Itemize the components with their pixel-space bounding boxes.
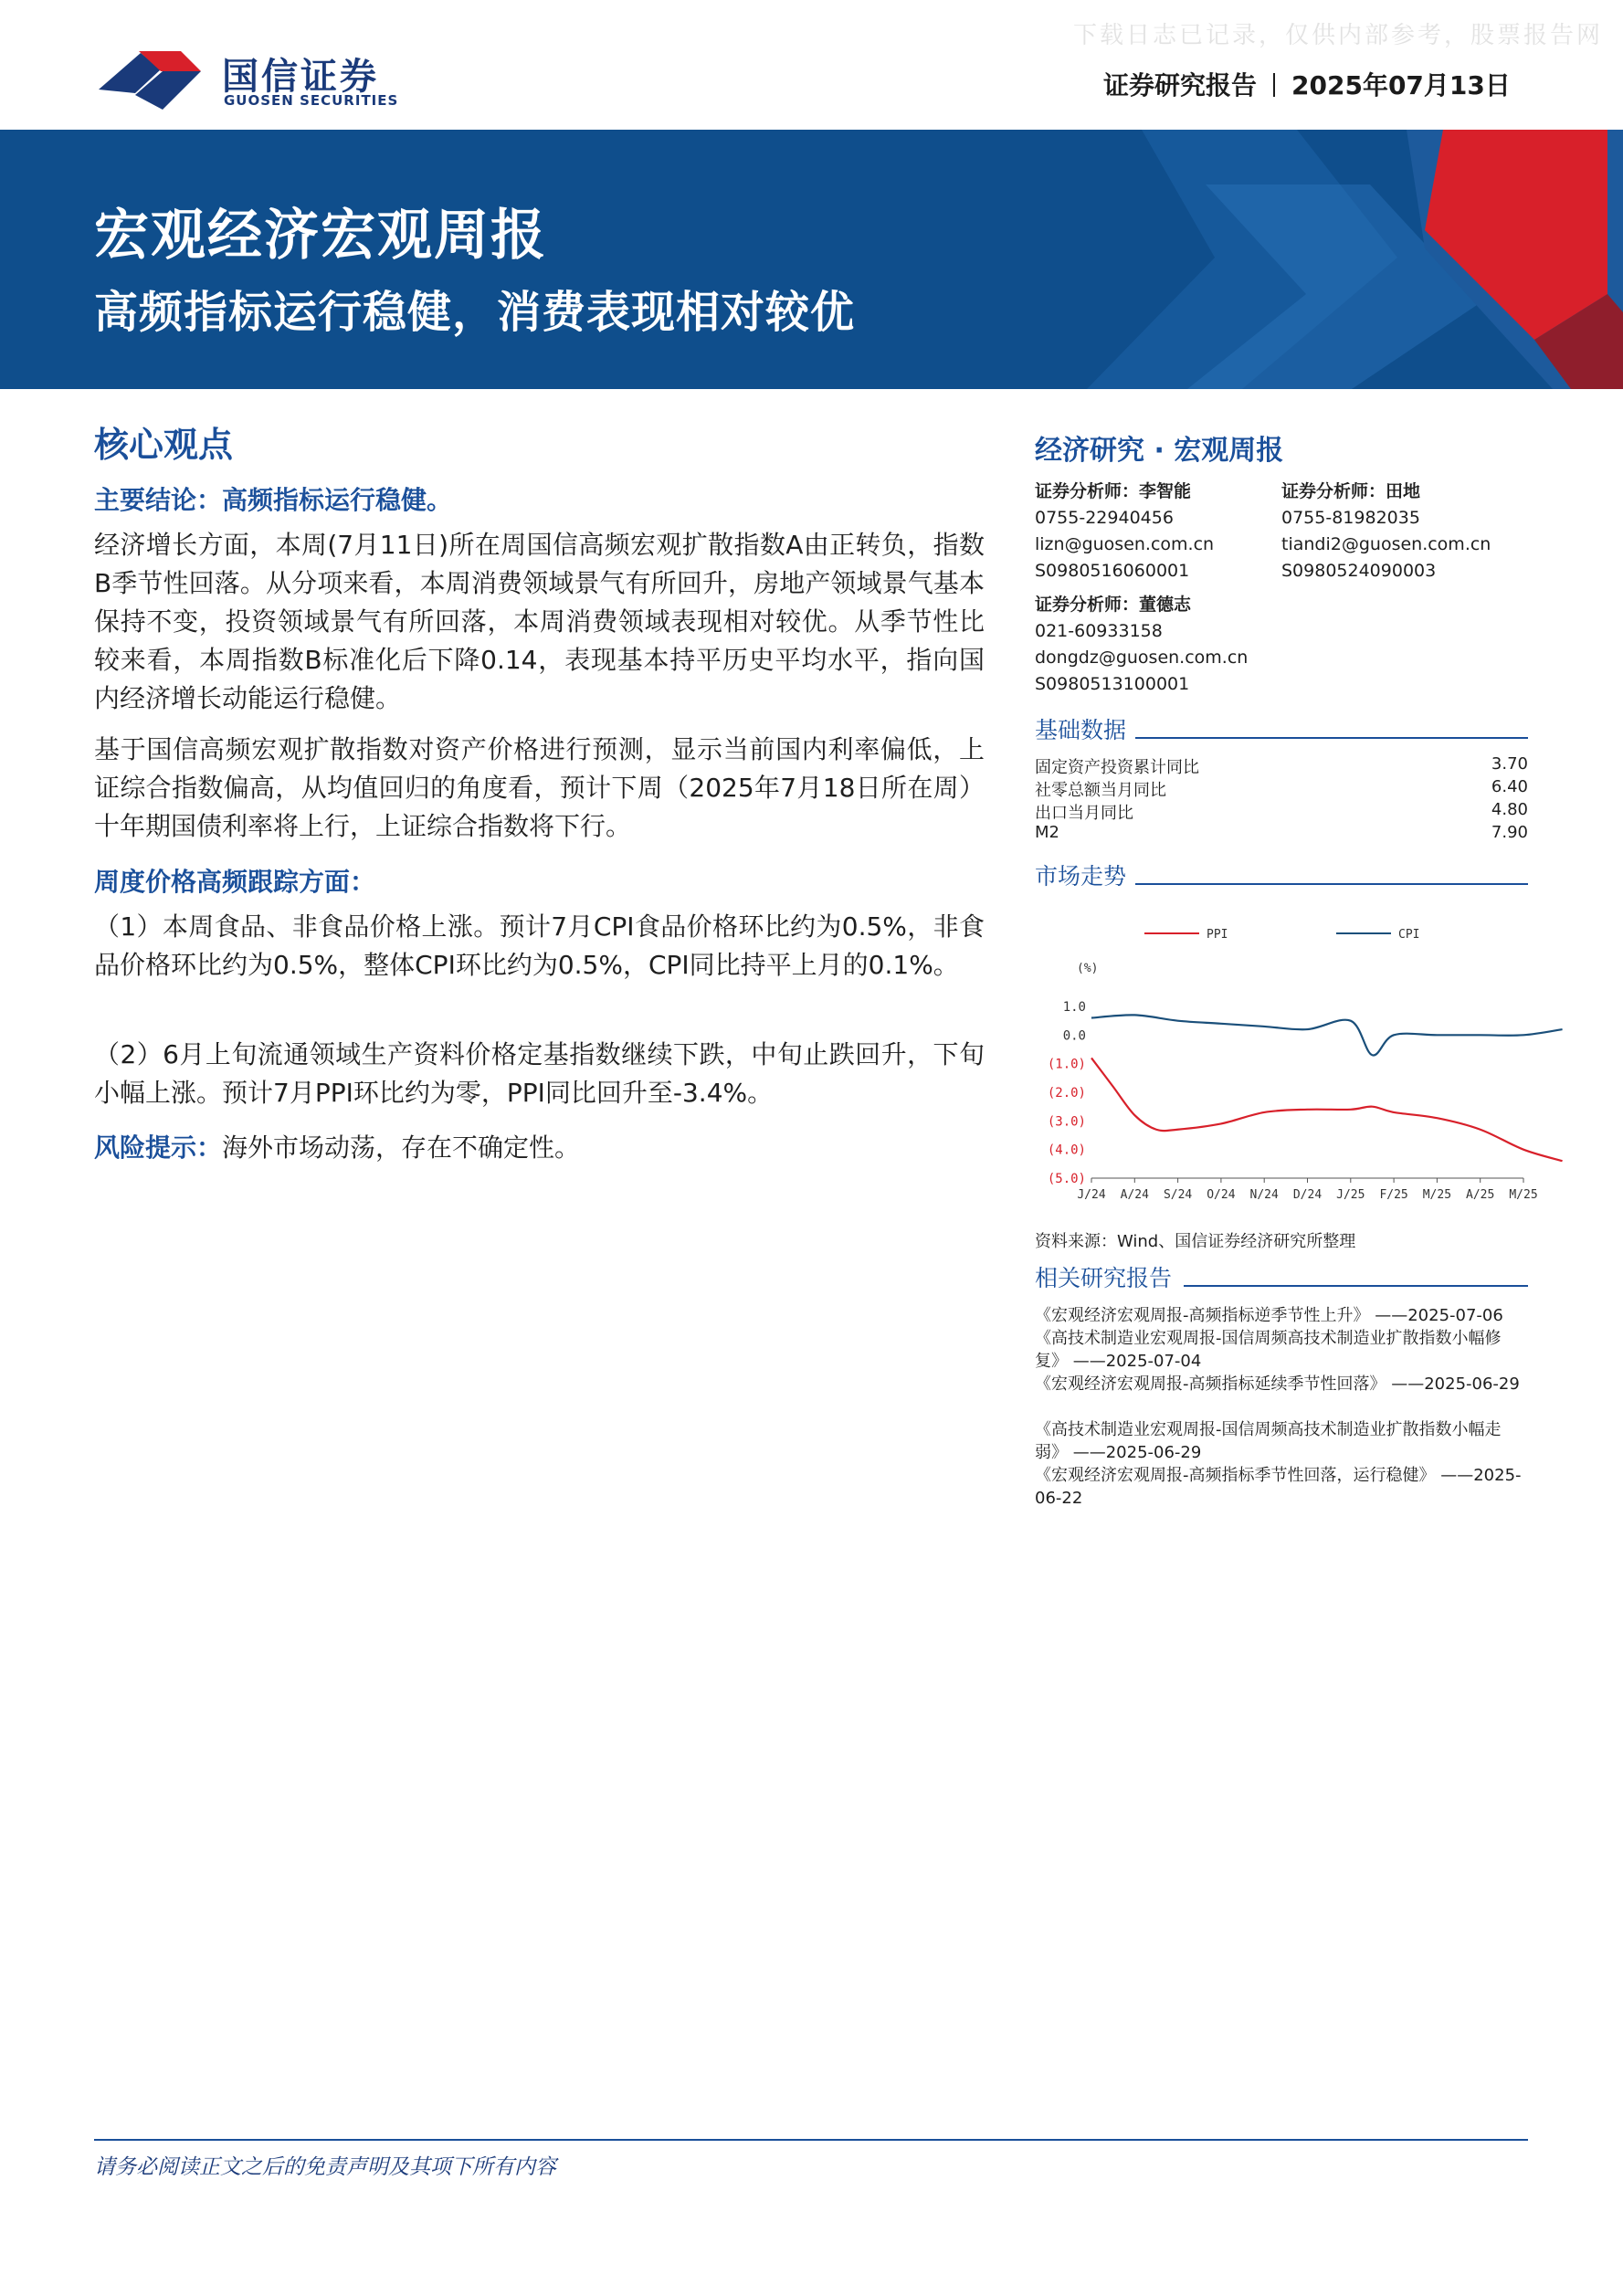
analyst-phone: 021-60933158 bbox=[1035, 621, 1163, 641]
data-label: 固定资产投资累计同比 bbox=[1035, 758, 1199, 777]
basic-data-row bbox=[1035, 823, 1528, 842]
main-conclusion: 主要结论：高频指标运行稳健。 bbox=[94, 485, 453, 515]
analyst-title: 证券分析师：田地 bbox=[1281, 481, 1421, 501]
y-tick-label: (2.0) bbox=[1047, 1086, 1086, 1101]
watermark: 下载日志已记录，仅供内部参考，股票报告网 bbox=[1073, 22, 1604, 49]
disclaimer-note: 请务必阅读正文之后的免责声明及其项下所有内容 bbox=[94, 2155, 556, 2179]
header-divider bbox=[1273, 73, 1275, 97]
y-tick-label: 0.0 bbox=[1062, 1028, 1086, 1044]
report-header bbox=[1103, 66, 1511, 102]
unit-label: (%) bbox=[1077, 962, 1099, 975]
data-value: 3.70 bbox=[1491, 754, 1528, 774]
related-reports-rule bbox=[1184, 1285, 1528, 1287]
series-line-ppi bbox=[1091, 1058, 1563, 1161]
asset-forecast-paragraph: 基于国信高频宏观扩散指数对资产价格进行预测，显示当前国内利率偏低，上证综合指数偏高，从均值回归的角度看，预计下周（2025年7月18日所在周）十年期国债利率将上行，上证综合指数将下行。 bbox=[94, 734, 985, 841]
legend-label: CPI bbox=[1398, 928, 1420, 942]
x-tick-label: D/24 bbox=[1292, 1188, 1323, 1202]
x-tick-label: M/25 bbox=[1509, 1188, 1538, 1202]
report-title: 宏观经济宏观周报 bbox=[94, 204, 547, 268]
data-label: 出口当月同比 bbox=[1035, 804, 1133, 823]
x-tick-label: F/25 bbox=[1379, 1188, 1408, 1202]
x-tick-label: S/24 bbox=[1163, 1188, 1193, 1202]
risk-label: 风险提示： bbox=[94, 1132, 223, 1163]
related-reports-heading: 相关研究报告 bbox=[1035, 1265, 1173, 1291]
y-tick-label: (5.0) bbox=[1047, 1172, 1086, 1186]
sidebar-heading: 经济研究 · 宏观周报 bbox=[1035, 435, 1284, 467]
price-tracking-heading: 周度价格高频跟踪方面： bbox=[94, 867, 376, 897]
related-report-item[interactable]: 《高技术制造业宏观周报-国信周频高技术制造业扩散指数小幅走弱》 ——2025-06-29 bbox=[1035, 1420, 1502, 1462]
analyst-title: 证券分析师：李智能 bbox=[1035, 481, 1192, 501]
market-trend-heading: 市场走势 bbox=[1035, 863, 1127, 890]
brand-name-cn: 国信证券 bbox=[222, 56, 379, 98]
x-tick-label: M/25 bbox=[1422, 1188, 1452, 1202]
guosen-logo-icon bbox=[99, 46, 213, 111]
analyst-block bbox=[1035, 592, 1248, 698]
core-view-heading: 核心观点 bbox=[94, 425, 234, 465]
data-value: 7.90 bbox=[1491, 823, 1528, 842]
basic-data-row bbox=[1035, 777, 1528, 801]
y-tick-label: (4.0) bbox=[1047, 1143, 1086, 1158]
growth-paragraph: 经济增长方面，本周(7月11日)所在周国信高频宏观扩散指数A由正转负，指数B季节性回落。从分项来看，本周消费领域景气有所回升，房地产领域景气基本保持不变，投资领域景气有所回落，本周消费领域表现相对较优。从季节性比较来看，本周指数B标准化后下降0.14，表现基本持平历史平均水平，指向国内经济增长动能运行稳健。 bbox=[94, 530, 985, 713]
ppi-paragraph: （2）6月上旬流通领域生产资料价格定基指数继续下跌，中旬止跌回升，下旬小幅上涨。预计7月PPI环比约为零，PPI同比回升至-3.4%。 bbox=[94, 1039, 985, 1108]
analyst-phone: 0755-81982035 bbox=[1281, 508, 1420, 528]
x-tick-label: O/24 bbox=[1207, 1188, 1236, 1202]
market-trend-chart bbox=[1035, 913, 1538, 1215]
x-tick-label: J/24 bbox=[1077, 1188, 1106, 1202]
analyst-email: tiandi2@guosen.com.cn bbox=[1281, 534, 1491, 554]
chart-source: 资料来源：Wind、国信证券经济研究所整理 bbox=[1035, 1232, 1356, 1251]
y-tick-label: 1.0 bbox=[1062, 1000, 1086, 1015]
analyst-phone: 0755-22940456 bbox=[1035, 508, 1174, 528]
analyst-title: 证券分析师：董德志 bbox=[1035, 595, 1192, 615]
analyst-email: dongdz@guosen.com.cn bbox=[1035, 648, 1249, 668]
data-label: M2 bbox=[1035, 823, 1059, 842]
analyst-cert: S0980513100001 bbox=[1035, 674, 1190, 694]
related-report-item[interactable]: 《宏观经济宏观周报-高频指标逆季节性上升》 ——2025-07-06 bbox=[1035, 1306, 1503, 1325]
footer-rule bbox=[94, 2139, 1528, 2141]
analyst-email: lizn@guosen.com.cn bbox=[1035, 534, 1215, 554]
market-trend-rule bbox=[1135, 883, 1528, 885]
risk-text: 海外市场动荡，存在不确定性。 bbox=[222, 1132, 581, 1163]
cpi-paragraph: （1）本周食品、非食品价格上涨。预计7月CPI食品价格环比约为0.5%，非食品价格环比约为0.5%，整体CPI环比约为0.5%，CPI同比持平上月的0.1%。 bbox=[94, 911, 985, 980]
related-report-item[interactable]: 《高技术制造业宏观周报-国信周频高技术制造业扩散指数小幅修复》 ——2025-07-04 bbox=[1035, 1329, 1502, 1371]
basic-data-row bbox=[1035, 754, 1528, 778]
data-value: 4.80 bbox=[1491, 800, 1528, 819]
analyst-block bbox=[1035, 479, 1214, 585]
x-tick-label: A/25 bbox=[1466, 1188, 1495, 1202]
basic-data-rule bbox=[1135, 737, 1528, 739]
analyst-cert: S0980524090003 bbox=[1281, 561, 1437, 581]
risk-warning bbox=[94, 1128, 580, 1164]
report-subtitle: 高频指标运行稳健，消费表现相对较优 bbox=[94, 287, 856, 338]
legend-label: PPI bbox=[1207, 928, 1228, 942]
x-tick-label: N/24 bbox=[1249, 1188, 1279, 1202]
y-tick-label: (1.0) bbox=[1047, 1057, 1086, 1072]
related-report-item[interactable]: 《宏观经济宏观周报-高频指标延续季节性回落》 ——2025-06-29 bbox=[1035, 1374, 1520, 1394]
basic-data-heading: 基础数据 bbox=[1035, 717, 1127, 743]
analyst-cert: S0980516060001 bbox=[1035, 561, 1190, 581]
data-label: 社零总额当月同比 bbox=[1035, 781, 1166, 800]
data-value: 6.40 bbox=[1491, 777, 1528, 796]
basic-data-row bbox=[1035, 800, 1528, 824]
analyst-block bbox=[1281, 479, 1491, 585]
series-line-cpi bbox=[1091, 1015, 1563, 1055]
y-tick-label: (3.0) bbox=[1047, 1114, 1086, 1130]
related-report-item[interactable]: 《宏观经济宏观周报-高频指标季节性回落，运行稳健》 ——2025-06-22 bbox=[1035, 1466, 1522, 1508]
x-tick-label: J/25 bbox=[1336, 1188, 1365, 1202]
report-type: 证券研究报告 bbox=[1103, 70, 1258, 100]
report-date: 2025年07月13日 bbox=[1291, 70, 1511, 100]
x-tick-label: A/24 bbox=[1120, 1188, 1149, 1202]
brand-name-en: GUOSEN SECURITIES bbox=[224, 92, 399, 109]
